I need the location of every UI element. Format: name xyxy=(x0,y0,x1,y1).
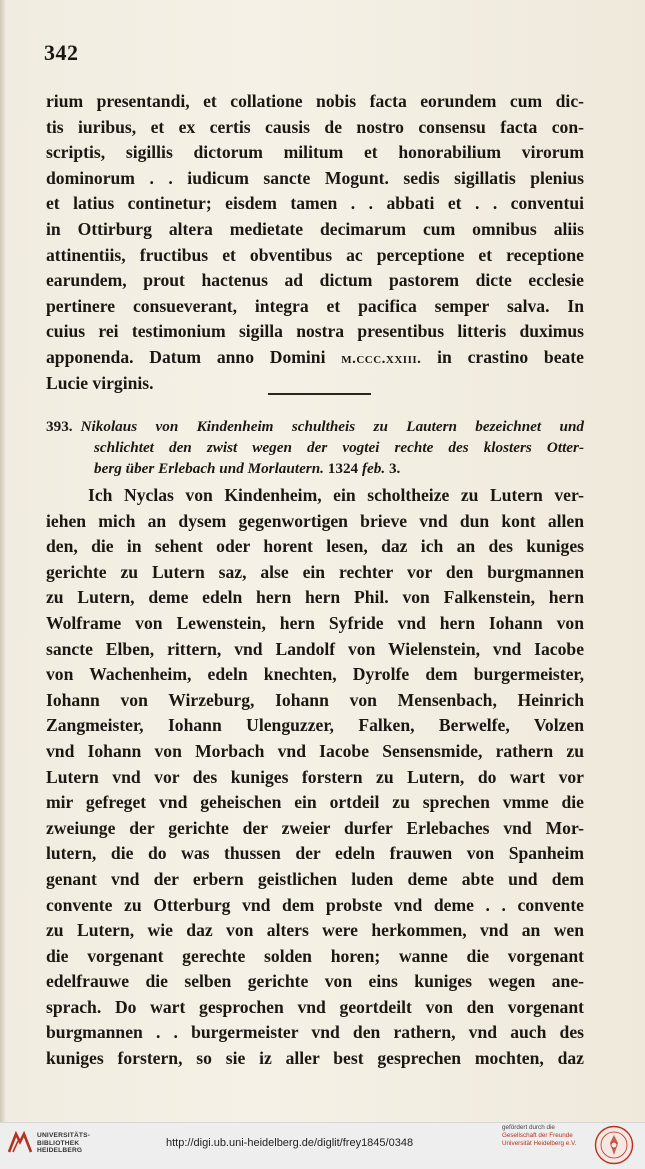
text-line: sprach. Do wart gesprochen vnd geortdeilt von den vorgenant xyxy=(46,996,584,1017)
text-line-last: Lucie virginis. xyxy=(46,372,154,393)
text-line: iehen mich an dysem gegenwortigen brieve vnd dun kont allen xyxy=(46,510,584,531)
text-line: earundem, prout hactenus ad dictum pastorem dicte ecclesie xyxy=(46,270,584,291)
text-line: tis iuribus, et ex certis causis de nostro consensu facta con- xyxy=(46,116,584,137)
text-line: et latius continetur; eisdem tamen . . abbati et . . conventui xyxy=(46,193,584,214)
text-line: in Ottirburg altera medietate decimarum cum omnibus aliis xyxy=(46,218,584,239)
text-line: genant vnd der erbern geistlichen luden deme abte und dem xyxy=(46,868,584,889)
library-name xyxy=(37,1132,117,1155)
text-line: lutern, die do was thussen der edeln frauwen von Spanheim xyxy=(46,843,584,864)
university-seal-icon xyxy=(594,1125,634,1165)
date-line xyxy=(46,345,584,371)
entry-body xyxy=(46,483,584,1072)
heading-date-year: 1324 xyxy=(327,460,359,477)
entry-number: 393. xyxy=(46,418,73,435)
page-number: 342 xyxy=(44,40,79,65)
text-line: Zangmeister, Iohann Ulenguzzer, Falken, Berwelfe, Volzen xyxy=(46,715,584,736)
date-year: m.ccc.xxiii. xyxy=(341,350,422,367)
permalink-url[interactable]: http://digi.ub.uni-heidelberg.de/diglit/frey1845/0348 xyxy=(166,1137,414,1149)
text-line: convente zu Otterburg vnd dem probste vnd deme . . convente xyxy=(46,894,584,915)
text-line: kuniges forstern, so sie iz aller best gesprechen mochten, daz xyxy=(46,1048,584,1069)
sponsor-label: gefördert durch die xyxy=(502,1124,555,1131)
text-line: die vorgenant gerechte solden horen; wanne die vorgenant xyxy=(46,945,584,966)
text-line: rium presentandi, et collatione nobis facta eorundem cum dic- xyxy=(46,91,584,111)
text-line: scriptis, sigillis dictorum militum et honorabilium virorum xyxy=(46,142,584,163)
text-line: von Wachenheim, edeln knechten, Dyrolfe dem burgermeister, xyxy=(46,664,584,685)
university-library-logo-icon[interactable] xyxy=(6,1128,34,1156)
text-line: zweiunge der gerichte der zweier durfer Erlebaches vnd Mor- xyxy=(46,817,584,838)
text-line: den, die in sehent oder horent lesen, daz ich an des kuniges xyxy=(46,536,584,557)
text-line: edelfrauwe die selben gerichte von eins kuniges wegen ane- xyxy=(46,971,584,992)
text-line: gerichte zu Lutern saz, alse ein rechter vor den burgmannen xyxy=(46,561,584,582)
heading-line: schlichtet den zwist wegen der vogtei rechte des klosters Otter- xyxy=(94,439,584,456)
date-line-before: apponenda. Datum anno Domini xyxy=(46,346,342,367)
heading-date-day: 3. xyxy=(388,460,401,477)
text-line: Wolframe von Lewenstein, hern Syfride vnd hern Iohann von xyxy=(46,612,584,633)
text-line: cuius rei testimonium sigilla nostra presentibus litteris duximus xyxy=(46,321,584,342)
text-line: zu Lutern, wie daz von alters were herkommen, vnd an wen xyxy=(46,920,584,941)
heading-text: Nikolaus von Kindenheim schultheis zu Lautern bezeichnet und xyxy=(80,418,584,435)
text-line: mir gefreget vnd geheischen ein ortdeil zu sprechen vmme die xyxy=(46,792,584,813)
date-line-after: in crastino beate xyxy=(421,346,584,367)
entry-heading xyxy=(46,416,584,479)
text-line: dominorum . . iudicum sancte Mogunt. sedis sigillatis plenius xyxy=(46,167,584,188)
library-line: BIBLIOTHEK xyxy=(37,1139,80,1147)
heading-line xyxy=(46,458,584,479)
text-line: Ich Nyclas von Kindenheim, ein scholtheize zu Lutern ver- xyxy=(88,485,584,505)
sponsor-credit xyxy=(502,1124,592,1149)
text-line: Iohann von Wirzeburg, Iohann von Mensenbach, Heinrich xyxy=(46,689,584,710)
text-line: vnd Iohann von Morbach vnd Iacobe Sensensmide, rathern zu xyxy=(46,740,584,761)
text-line: burgmannen . . burgermeister vnd den rathern, vnd auch des xyxy=(46,1022,584,1043)
library-line: HEIDELBERG xyxy=(37,1147,83,1155)
text-line: pertinere consueverant, integra et pacifica semper salva. In xyxy=(46,295,584,316)
text-line: sancte Elben, rittern, vnd Landolf von Wielenstein, vnd Iacobe xyxy=(46,638,584,659)
section-divider xyxy=(268,393,371,395)
sponsor-name-1: Gesellschaft der Freunde xyxy=(502,1132,573,1140)
sponsor-name-2: Universität Heidelberg e.V. xyxy=(502,1140,577,1148)
heading-text: berg über Erlebach und Morlautern. xyxy=(94,460,324,477)
continuation-text xyxy=(46,89,584,396)
library-line: UNIVERSITÄTS- xyxy=(37,1132,91,1139)
text-line: attinentiis, fructibus et obventibus ac perceptione et receptione xyxy=(46,244,584,265)
heading-line xyxy=(46,416,584,437)
text-line: Lutern vnd vor des kuniges forstern zu Lutern, do wart vor xyxy=(46,766,584,787)
heading-date-month: feb. xyxy=(361,460,386,477)
text-line: zu Lutern, deme edeln hern hern Phil. von Falkenstein, hern xyxy=(46,587,584,608)
